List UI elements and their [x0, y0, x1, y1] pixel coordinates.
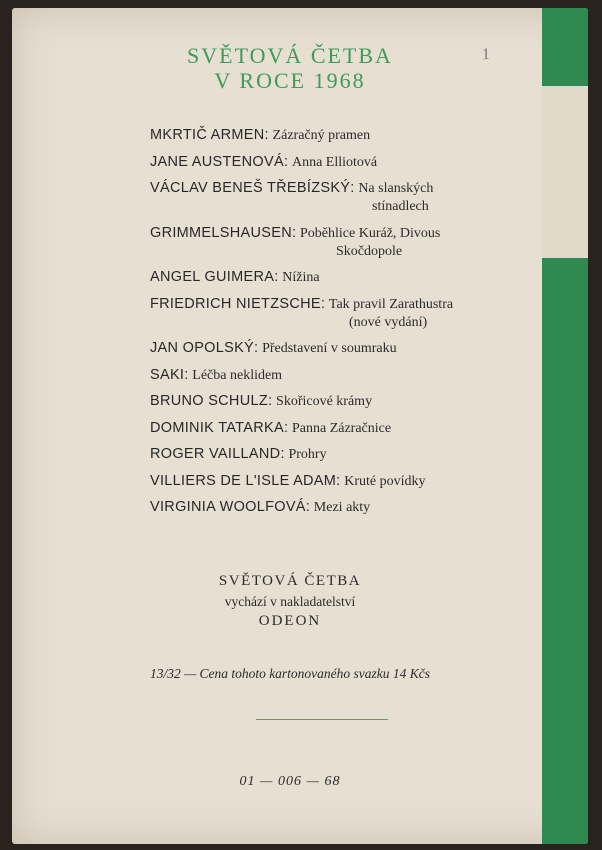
book-entry: [150, 366, 520, 385]
catalog-code: 01 — 006 — 68: [239, 774, 341, 789]
green-stripe: [542, 258, 588, 844]
header-subtitle: V ROCE 1968: [214, 68, 366, 93]
book-author: VIRGINIA WOOLFOVÁ: [150, 499, 306, 515]
book-author: ANGEL GUIMERA: [150, 269, 275, 285]
book-author: JANE AUSTENOVÁ: [150, 153, 284, 170]
book-title: Léčba neklidem: [192, 367, 283, 383]
book-entry: [150, 339, 520, 358]
book-entry: [150, 472, 520, 491]
price-line: 13/32 — Cena tohoto kartonovaného svazku 14 Kčs: [149, 666, 431, 681]
book-entry: [150, 498, 520, 517]
book-title: Zázračný pramen: [272, 128, 371, 143]
book-entry: [150, 179, 520, 216]
book-title: Tak pravil Zarathustra: [328, 296, 454, 312]
book-title: Prohry: [288, 447, 327, 462]
book-list: [150, 126, 520, 525]
author-title-separator: :: [264, 127, 269, 143]
book-author: ROGER VAILLAND: [150, 446, 281, 462]
book-title: Anna Elliotová: [291, 154, 378, 170]
book-title: Na slanských: [358, 181, 434, 196]
author-title-separator: :: [291, 224, 297, 241]
author-title-separator: :: [283, 419, 288, 436]
author-title-separator: :: [320, 295, 325, 312]
book-title: Kruté povídky: [344, 473, 426, 489]
book-author: VÁCLAV BENEŠ TŘEBÍZSKÝ: [150, 180, 351, 196]
book-author: JAN OPOLSKÝ: [150, 340, 255, 356]
book-back-cover: [12, 8, 588, 844]
author-title-separator: :: [283, 153, 288, 170]
book-author: SAKI: [150, 366, 185, 383]
book-entry: [150, 224, 520, 261]
book-entry: [150, 445, 520, 464]
author-title-separator: :: [280, 446, 285, 462]
divider-rule: [256, 719, 388, 720]
book-author: VILLIERS DE L'ISLE ADAM: [150, 472, 337, 489]
author-title-separator: :: [336, 472, 341, 489]
book-title-continued: (nové vydání): [349, 314, 428, 330]
book-entry: [150, 419, 520, 438]
author-title-separator: :: [274, 269, 279, 285]
book-entry: [150, 153, 520, 172]
book-author: FRIEDRICH NIETZSCHE: [150, 295, 321, 312]
book-entry: [150, 126, 520, 145]
book-title: Představení v soumraku: [262, 341, 397, 356]
book-title-continued: Skočdopole: [336, 243, 403, 259]
book-title-continued: stínadlech: [372, 199, 429, 214]
author-title-separator: :: [350, 180, 355, 196]
book-author: DOMINIK TATARKA: [150, 419, 284, 436]
stripe-gap: [542, 86, 588, 258]
publisher-line: vychází v nakladatelství: [224, 594, 356, 609]
author-title-separator: :: [254, 340, 259, 356]
author-title-separator: :: [268, 393, 273, 409]
publisher-name: ODEON: [258, 613, 322, 629]
book-title: Poběhlice Kuráž, Divous: [300, 225, 441, 241]
book-author: MKRTIČ ARMEN: [150, 127, 265, 143]
book-title: Skořicové krámy: [276, 394, 373, 409]
book-entry: [150, 268, 520, 287]
header-title: SVĚTOVÁ ČETBA: [187, 43, 393, 68]
author-title-separator: :: [184, 366, 189, 383]
series-name: SVĚTOVÁ ČETBA: [218, 573, 362, 589]
author-title-separator: :: [305, 499, 310, 515]
book-author: BRUNO SCHULZ: [150, 393, 268, 409]
book-title: Nížina: [282, 270, 320, 285]
book-title: Panna Zázračnice: [291, 420, 392, 436]
pencil-mark: 1: [480, 45, 492, 64]
book-entry: [150, 392, 520, 411]
book-entry: [150, 295, 520, 332]
book-title: Mezi akty: [313, 500, 371, 515]
book-author: GRIMMELSHAUSEN: [150, 224, 292, 241]
